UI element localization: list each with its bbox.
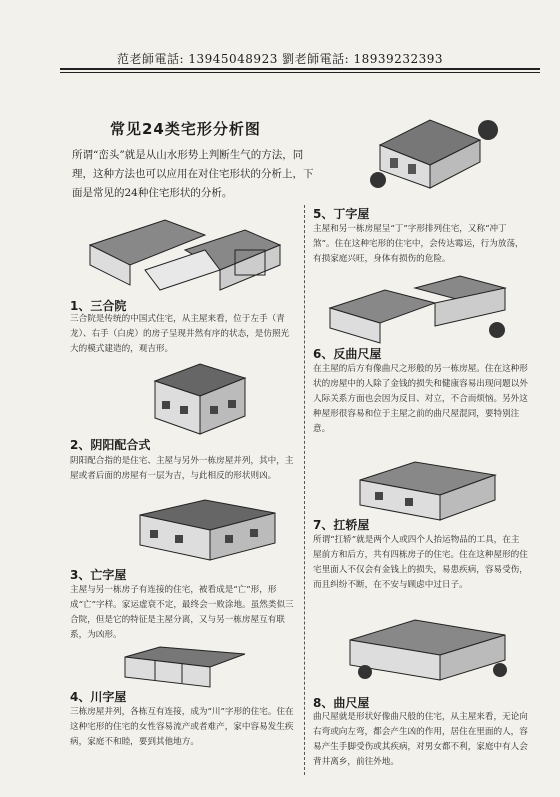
section-8-title: 8、曲尺屋: [313, 696, 370, 710]
ding-house-illustration: [325, 268, 515, 348]
qu-chi-house-illustration: [345, 610, 515, 685]
section-4-title: 4、川字屋: [70, 690, 127, 704]
wang-house-illustration: [135, 495, 285, 565]
section-3-text: 主屋与另一栋房子有连接的住宅，被看成是“亡”形，形成“亡”字样。家运虚衰不定，最终会一败涂地。虽然类似三合院，但是它的特征是主屋分离，又与另一栋房屋互有联系，为凶形。: [70, 585, 294, 640]
contact-header: 范老師電話: 13945048923 劉老師電話: 18939232393: [117, 52, 443, 66]
page-title: 常见24类宅形分析图: [110, 120, 261, 138]
section-6-text: 在主屋的后方有像曲尺之形般的另一栋房屋。住在这种形状的房屋中的人除了金钱的损失和健康容易出现问题以外人际关系方面也会因为反目、对立，不合而烦恼。另外这种屋形很容易和位于主屋之前的曲尺屋混同，要特别注意。: [313, 364, 528, 434]
house-illustration-top: [370, 100, 500, 195]
chuan-house-illustration: [120, 642, 250, 692]
section-4-text: 三栋房屋并列，各栋互有连接，成为“川”字形的住宅。住在这种宅形的住宅的女性容易流产或者难产，家中容易发生疾病，家庭不和睦，要到其他地方。: [70, 707, 294, 747]
section-7-title: 7、扛轿屋: [313, 518, 370, 532]
section-2-title: 2、阴阳配合式: [70, 438, 151, 452]
intro-paragraph: 所谓“峦头”就是从山水形势上判断生气的方法，同理，这种方法也可以应用在对住宅形状的分析上，下面是常见的24种住宅形状的分析。: [72, 149, 314, 199]
column-divider: [304, 205, 305, 775]
section-2-text: 阴阳配合指的是住宅、主屋与另外一栋房屋并列，其中，主屋或者后面的房屋有一层为吉，与此相反的形状则凶。: [70, 456, 294, 481]
header-divider-thin: [60, 72, 540, 73]
kang-jiao-house-illustration: [355, 450, 505, 525]
section-5-title: 5、丁字屋: [313, 207, 370, 221]
section-6-title: 6、反曲尺屋: [313, 347, 382, 361]
header-divider: [60, 68, 540, 70]
courtyard-house-illustration: [85, 205, 285, 295]
section-1-text: 三合院是传统的中国式住宅，从主屋来看，位于左手（青龙）、右手（白虎）的房子呈现井然有序的状态，是仿照光大的模式建造的，观吉形。: [70, 314, 290, 354]
yin-yang-house-illustration: [150, 356, 260, 436]
section-3-title: 3、亡字屋: [70, 568, 127, 582]
section-7-text: 所谓“扛轿”就是两个人或四个人抬运物品的工具，在主屋前方和后方，共有四栋房子的住宅。住在这种屋形的住宅里面人不仅会有金钱上的损失，易患疾病，容易受伤，而且纠纷不断，在不安与顾虑中过日子。: [313, 535, 528, 590]
section-1-title: 1、三合院: [70, 299, 127, 313]
section-8-text: 曲尺屋就是形状好像曲尺般的住宅，从主屋来看，无论向右弯或向左弯，都会产生凶的作用，居住在里面的人，容易产生手脚受伤或其疾病，对男女都不利，家庭中有人会背井离乡，前往外地。: [313, 712, 528, 767]
section-5-text: 主屋和另一栋房屋呈“丁”字形排列住宅，又称“冲丁煞”。住在这种宅形的住宅中，会传达霉运，行为放荡，有损家庭兴旺，身体有损伤的危险。: [313, 224, 524, 264]
